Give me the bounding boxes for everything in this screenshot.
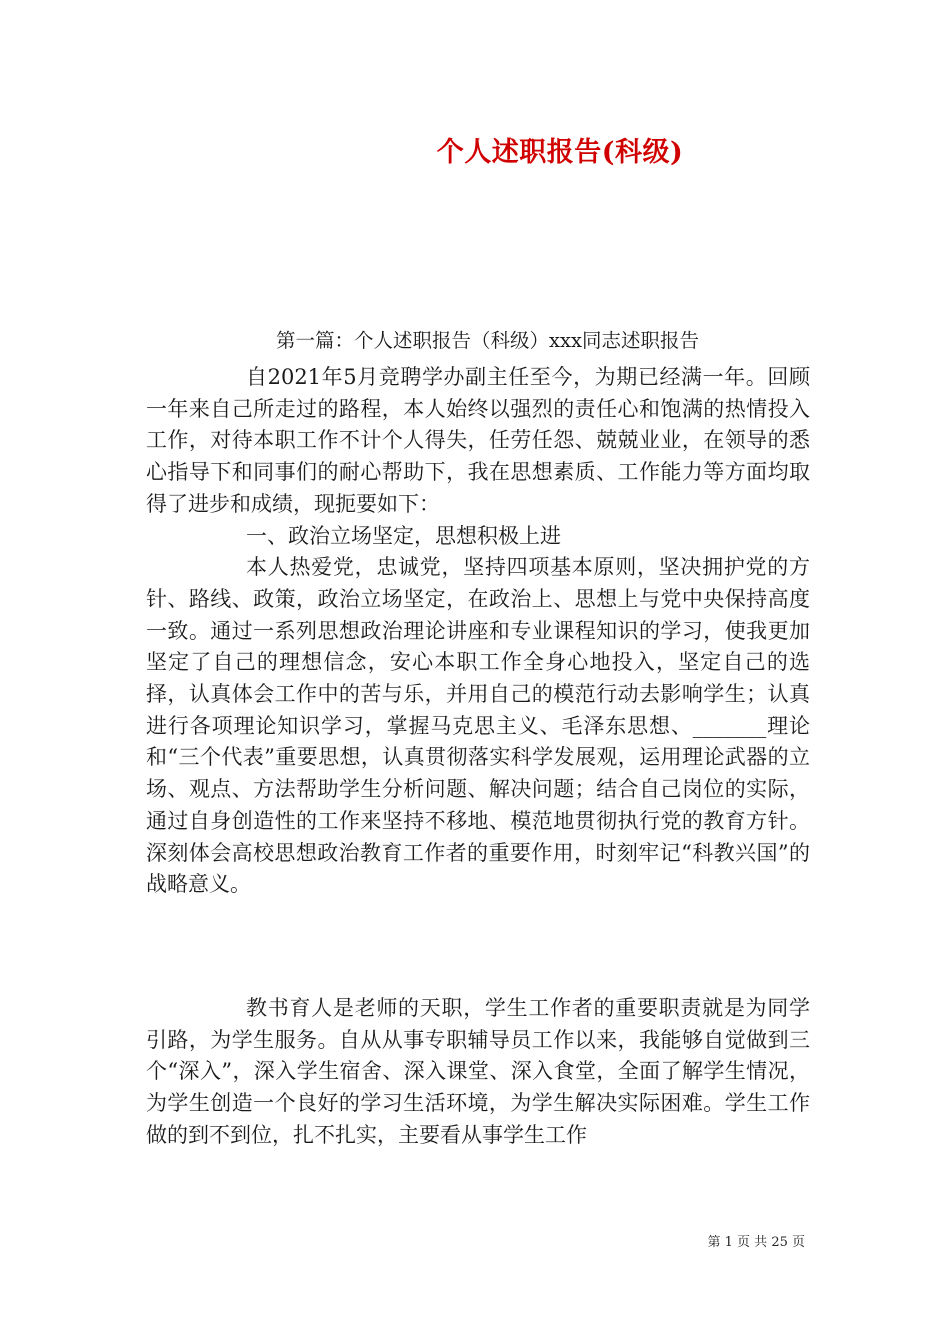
body-section-2	[146, 993, 810, 1152]
intro-paragraph: 自2021年5月竞聘学办副主任至今，为期已经满一年。回顾一年来自己所走过的路程，本人始终以强烈的责任心和饱满的热情投入工作，对待本职工作不计个人得失，任劳任怨、兢兢业业，在领导的悉心指导下和同事们的耐心帮助下，我在思想素质、工作能力等方面均取得了进步和成绩，现扼要如下：	[146, 365, 810, 516]
body-paragraph: 教书育人是老师的天职，学生工作者的重要职责就是为同学引路，为学生服务。自从从事专职辅导员工作以来，我能够自觉做到三个“深入”，深入学生宿舍、深入课堂、深入食堂，全面了解学生情况，为学生创造一个良好的学习生活环境，为学生解决实际困难。学生工作做的到不到位，扎不扎实，主要看从事学生工作	[146, 996, 810, 1147]
document-subtitle: 第一篇：个人述职报告（科级）xxx同志述职报告	[276, 329, 699, 352]
page-number: 第 1 页 共 25 页	[707, 1235, 805, 1250]
body-paragraph: 本人热爱党，忠诚党，坚持四项基本原则，坚决拥护党的方针、路线、政策，政治立场坚定，在政治上、思想上与党中央保持高度一致。通过一系列思想政治理论讲座和专业课程知识的学习，使我更加坚定了自己的理想信念，安心本职工作全身心地投入，坚定自己的选择，认真体会工作中的苦与乐，并用自己的模范行动去影响学生；认真进行各项理论知识学习，掌握马克思主义、毛泽东思想、_______理论和“三个代表”重要思想，认真贯彻落实科学发展观，运用理论武器的立场、观点、方法帮助学生分析问题、解决问题；结合自己岗位的实际，通过自身创造性的工作来坚持不移地、模范地贯彻执行党的教育方针。深刻体会高校思想政治教育工作者的重要作用，时刻牢记“科教兴国”的战略意义。	[146, 555, 810, 897]
document-title: 个人述职报告(科级)	[436, 137, 684, 168]
section-heading: 一、政治立场坚定，思想积极上进	[246, 523, 561, 548]
body-section-1	[146, 362, 810, 901]
